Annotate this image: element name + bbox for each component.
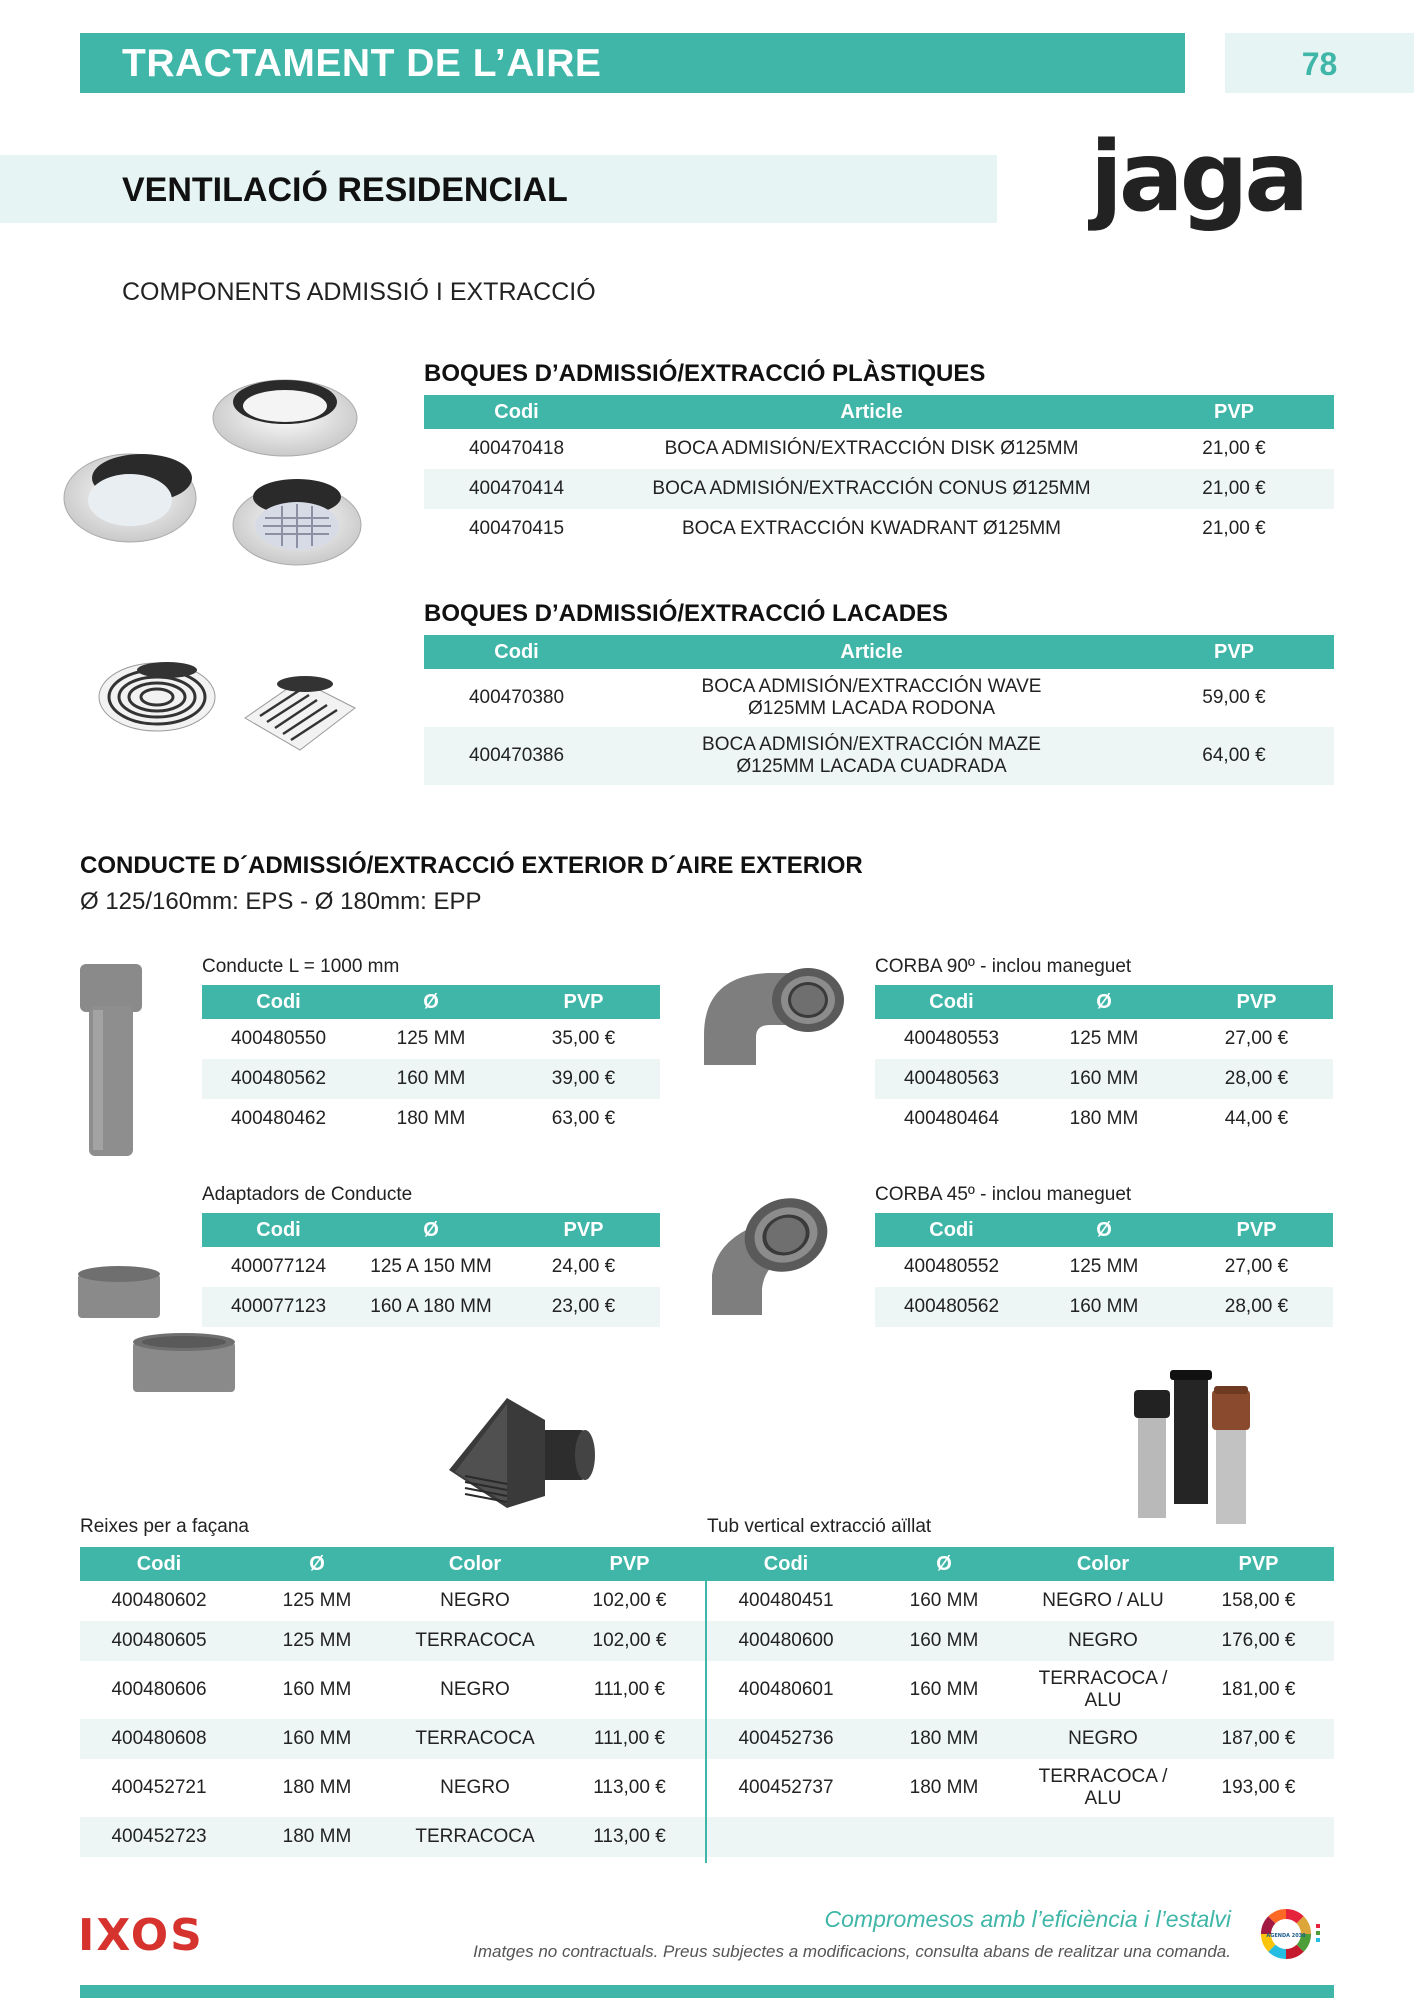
empty-cell <box>865 1817 1023 1857</box>
elbow-45-label: CORBA 45º - inclou maneguet <box>875 1184 1132 1205</box>
color-cell: TERRACOCA <box>396 1817 554 1857</box>
color-line: ALU <box>1084 1690 1122 1711</box>
code-cell: 400480562 <box>875 1287 1028 1327</box>
price-cell: 39,00 € <box>507 1059 660 1099</box>
color-line: ALU <box>1084 1788 1122 1809</box>
diameter-cell: 180 MM <box>865 1719 1023 1759</box>
facade-grille-image <box>445 1392 595 1512</box>
article-cell: BOCA ADMISIÓN/EXTRACCIÓN CONUS Ø125MM <box>609 469 1134 509</box>
footer-tagline: Compromesos amb l’eficiència i l’estalvi <box>824 1906 1231 1932</box>
plastic-vents-title: BOQUES D’ADMISSIÓ/EXTRACCIÓ PLÀSTIQUES <box>424 360 986 387</box>
table-header-row <box>202 1213 660 1247</box>
table-row <box>875 1019 1333 1059</box>
table-header-row <box>424 635 1334 669</box>
table-row <box>202 1059 660 1099</box>
code-cell: 400480601 <box>738 1679 834 1700</box>
agenda-2030-logo <box>1254 1906 1336 1964</box>
table-row <box>80 1581 705 1621</box>
diameter-cell: 160 MM <box>909 1590 979 1611</box>
price-cell: 176,00 € <box>1183 1621 1334 1661</box>
column-header: PVP <box>1180 1213 1333 1247</box>
diameter-cell: 160 MM <box>1028 1059 1180 1099</box>
price-cell: 35,00 € <box>551 1028 616 1049</box>
table-header-row <box>424 395 1334 429</box>
column-header: PVP <box>507 1213 660 1247</box>
svg-text:jaga: jaga <box>1090 132 1306 233</box>
table-row <box>875 1059 1333 1099</box>
table-row <box>202 1099 660 1139</box>
code-cell: 400452723 <box>80 1817 238 1857</box>
price-cell: 23,00 € <box>507 1287 660 1327</box>
price-cell: 28,00 € <box>1180 1287 1333 1327</box>
duct-table <box>202 985 660 1139</box>
column-header: Article <box>609 395 1134 429</box>
column-header: PVP <box>1134 635 1334 669</box>
color-cell: NEGRO <box>440 1679 510 1700</box>
column-header: Color <box>1023 1547 1183 1581</box>
table-header-row <box>707 1547 1334 1581</box>
color-cell <box>1023 1661 1183 1719</box>
table-row <box>202 1019 660 1059</box>
price-cell: 102,00 € <box>592 1590 667 1611</box>
diameter-cell: 160 MM <box>865 1621 1023 1661</box>
column-header: Ø <box>355 1213 507 1247</box>
table-row <box>202 1247 660 1287</box>
diameter-cell: 180 MM <box>238 1817 396 1857</box>
diameter-cell: 160 A 180 MM <box>355 1287 507 1327</box>
price-cell: 113,00 € <box>593 1777 666 1798</box>
table-row <box>202 1287 660 1327</box>
code-cell: 400480552 <box>903 1256 1000 1277</box>
footer-note: Imatges no contractuals. Preus subjectes a modificacions, consulta abans de realitzar una comanda. <box>473 1942 1231 1961</box>
column-header: Ø <box>865 1547 1023 1581</box>
price-cell: 44,00 € <box>1224 1108 1289 1129</box>
subheading: COMPONENTS ADMISSIÓ I EXTRACCIÓ <box>122 278 596 306</box>
article-line: BOCA ADMISIÓN/EXTRACCIÓN WAVE <box>701 676 1042 697</box>
article-line: Ø125MM LACADA CUADRADA <box>736 756 1007 777</box>
column-header: Color <box>396 1547 554 1581</box>
column-header: Ø <box>1028 985 1180 1019</box>
code-cell: 400470414 <box>424 469 609 509</box>
code-cell: 400480464 <box>903 1108 1000 1129</box>
price-cell: 193,00 € <box>1221 1777 1296 1798</box>
empty-cell <box>1023 1817 1183 1857</box>
diameter-cell: 180 MM <box>1069 1108 1139 1129</box>
elbow-90-label: CORBA 90º - inclou maneguet <box>875 956 1132 977</box>
table-row <box>875 1287 1333 1327</box>
section-title: VENTILACIÓ RESIDENCIAL <box>122 171 568 209</box>
duct-section-spec: Ø 125/160mm: EPS - Ø 180mm: EPP <box>80 888 482 915</box>
column-header: Ø <box>1028 1213 1180 1247</box>
code-cell: 400470380 <box>468 687 565 708</box>
table-row <box>707 1661 1334 1719</box>
empty-cell <box>707 1817 865 1857</box>
adapters-table <box>202 1213 660 1327</box>
agenda-2030-text: AGENDA 2030 <box>1266 1933 1306 1939</box>
diameter-cell: 180 MM <box>282 1777 352 1798</box>
table-row <box>80 1661 705 1719</box>
color-cell: NEGRO <box>1023 1719 1183 1759</box>
table-row <box>80 1719 705 1759</box>
price-cell: 24,00 € <box>551 1256 616 1277</box>
diameter-cell: 160 MM <box>909 1679 979 1700</box>
column-header: Codi <box>202 1213 355 1247</box>
column-header: PVP <box>554 1547 705 1581</box>
elbow-90-table <box>875 985 1333 1139</box>
price-cell: 111,00 € <box>593 1679 666 1700</box>
price-cell: 21,00 € <box>1202 518 1266 539</box>
column-header: Ø <box>355 985 507 1019</box>
ixos-logo <box>78 1912 208 1956</box>
column-header: Codi <box>875 985 1028 1019</box>
column-header: Codi <box>875 1213 1028 1247</box>
table-row-empty <box>707 1817 1334 1857</box>
lacquered-vents-title: BOQUES D’ADMISSIÓ/EXTRACCIÓ LACADES <box>424 600 949 627</box>
color-line: TERRACOCA / <box>1038 1766 1168 1787</box>
column-header: PVP <box>1134 395 1334 429</box>
page-number: 78 <box>1301 46 1338 82</box>
column-header: PVP <box>1183 1547 1334 1581</box>
code-cell: 400480608 <box>80 1719 238 1759</box>
elbow-45-table <box>875 1213 1333 1327</box>
price-cell: 63,00 € <box>551 1108 616 1129</box>
elbow-90-image <box>700 965 850 1070</box>
color-cell: TERRACOCA <box>396 1621 554 1661</box>
code-cell: 400452737 <box>738 1777 834 1798</box>
svg-text:IXOS: IXOS <box>78 1912 204 1956</box>
color-cell: NEGRO <box>440 1777 510 1798</box>
table-row <box>875 1099 1333 1139</box>
diameter-cell: 125 MM <box>1069 1028 1139 1049</box>
code-cell: 400470418 <box>468 438 565 459</box>
diameter-cell: 160 MM <box>282 1679 352 1700</box>
diameter-cell: 125 A 150 MM <box>370 1256 492 1277</box>
duct-section-title: CONDUCTE D´ADMISSIÓ/EXTRACCIÓ EXTERIOR D´AIRE EXTERIOR <box>80 852 863 879</box>
diameter-cell: 160 MM <box>238 1719 396 1759</box>
article-line: Ø125MM LACADA RODONA <box>747 698 996 719</box>
price-cell: 181,00 € <box>1221 1679 1296 1700</box>
duct-label: Conducte L = 1000 mm <box>202 956 400 977</box>
grilles-label: Reixes per a façana <box>80 1516 249 1537</box>
price-cell: 59,00 € <box>1202 687 1266 708</box>
price-cell: 187,00 € <box>1183 1719 1334 1759</box>
code-cell: 400480605 <box>80 1621 238 1661</box>
column-header: Codi <box>202 985 355 1019</box>
table-row <box>80 1817 705 1857</box>
table-row <box>424 509 1334 549</box>
table-row <box>424 669 1334 727</box>
table-row <box>707 1581 1334 1621</box>
code-cell: 400480563 <box>875 1059 1028 1099</box>
table-row <box>707 1621 1334 1661</box>
table-row <box>424 727 1334 785</box>
code-cell: 400480600 <box>707 1621 865 1661</box>
code-cell: 400452736 <box>707 1719 865 1759</box>
price-cell: 113,00 € <box>554 1817 705 1857</box>
column-header: Codi <box>424 635 609 669</box>
table-header-row <box>80 1547 705 1581</box>
column-header: Article <box>609 635 1134 669</box>
diameter-cell: 160 MM <box>355 1059 507 1099</box>
page-title: TRACTAMENT DE L’AIRE <box>122 42 602 85</box>
code-cell: 400480602 <box>111 1590 207 1611</box>
price-cell: 28,00 € <box>1180 1059 1333 1099</box>
article-cell: BOCA EXTRACCIÓN KWADRANT Ø125MM <box>681 518 1061 539</box>
column-header: Codi <box>424 395 609 429</box>
vertical-tube-label: Tub vertical extracció aïllat <box>707 1516 932 1537</box>
code-cell: 400480606 <box>111 1679 207 1700</box>
price-cell: 111,00 € <box>554 1719 705 1759</box>
adapters-label: Adaptadors de Conducte <box>202 1184 413 1205</box>
code-cell: 400480462 <box>230 1108 327 1129</box>
table-row <box>707 1759 1334 1817</box>
jaga-logo <box>1088 132 1318 242</box>
color-cell: TERRACOCA <box>396 1719 554 1759</box>
table-row <box>80 1621 705 1661</box>
elbow-45-image <box>708 1195 838 1320</box>
table-row <box>424 429 1334 469</box>
diameter-cell: 125 MM <box>1069 1256 1139 1277</box>
article-cell <box>609 727 1134 785</box>
diameter-cell: 125 MM <box>396 1028 466 1049</box>
column-header: Codi <box>707 1547 865 1581</box>
duct-image <box>75 960 150 1165</box>
price-cell: 27,00 € <box>1224 1256 1289 1277</box>
plastic-vents-image <box>60 360 370 580</box>
vertical-tube-table <box>707 1547 1334 1857</box>
code-cell: 400077123 <box>202 1287 355 1327</box>
code-cell: 400480562 <box>202 1059 355 1099</box>
diameter-cell: 125 MM <box>238 1621 396 1661</box>
plastic-vents-table <box>424 395 1334 549</box>
table-row <box>875 1247 1333 1287</box>
color-cell <box>1023 1759 1183 1817</box>
column-header: PVP <box>1180 985 1333 1019</box>
code-cell: 400452721 <box>111 1777 207 1798</box>
code-cell: 400077124 <box>230 1256 327 1277</box>
column-header: Ø <box>238 1547 396 1581</box>
column-header: PVP <box>507 985 660 1019</box>
grilles-table <box>80 1547 705 1857</box>
diameter-cell: 160 MM <box>1028 1287 1180 1327</box>
article-line: BOCA ADMISIÓN/EXTRACCIÓN MAZE <box>702 734 1041 755</box>
footer-bar <box>80 1985 1334 1998</box>
color-cell: NEGRO <box>1023 1621 1183 1661</box>
price-cell: 21,00 € <box>1134 469 1334 509</box>
lacquered-vents-table <box>424 635 1334 785</box>
table-row <box>424 469 1334 509</box>
price-cell: 64,00 € <box>1134 727 1334 785</box>
code-cell: 400470386 <box>424 727 609 785</box>
diameter-cell: 180 MM <box>909 1777 979 1798</box>
price-cell: 27,00 € <box>1224 1028 1289 1049</box>
empty-cell <box>1183 1817 1334 1857</box>
price-cell: 102,00 € <box>554 1621 705 1661</box>
price-cell: 21,00 € <box>1202 438 1266 459</box>
color-line: TERRACOCA / <box>1038 1668 1168 1689</box>
vertical-tube-image <box>1130 1368 1255 1528</box>
code-cell: 400480451 <box>738 1590 834 1611</box>
color-cell: NEGRO / ALU <box>1042 1590 1164 1611</box>
lacquered-vents-image <box>95 650 365 770</box>
table-header-row <box>875 985 1333 1019</box>
diameter-cell: 180 MM <box>396 1108 466 1129</box>
diameter-cell: 125 MM <box>282 1590 352 1611</box>
price-cell: 158,00 € <box>1221 1590 1296 1611</box>
article-cell <box>609 669 1134 727</box>
column-header: Codi <box>80 1547 238 1581</box>
code-cell: 400480550 <box>230 1028 327 1049</box>
code-cell: 400470415 <box>468 518 565 539</box>
table-header-row <box>202 985 660 1019</box>
color-cell: NEGRO <box>440 1590 510 1611</box>
table-row <box>707 1719 1334 1759</box>
code-cell: 400480553 <box>903 1028 1000 1049</box>
table-header-row <box>875 1213 1333 1247</box>
article-cell: BOCA ADMISIÓN/EXTRACCIÓN DISK Ø125MM <box>664 438 1079 459</box>
table-row <box>80 1759 705 1817</box>
